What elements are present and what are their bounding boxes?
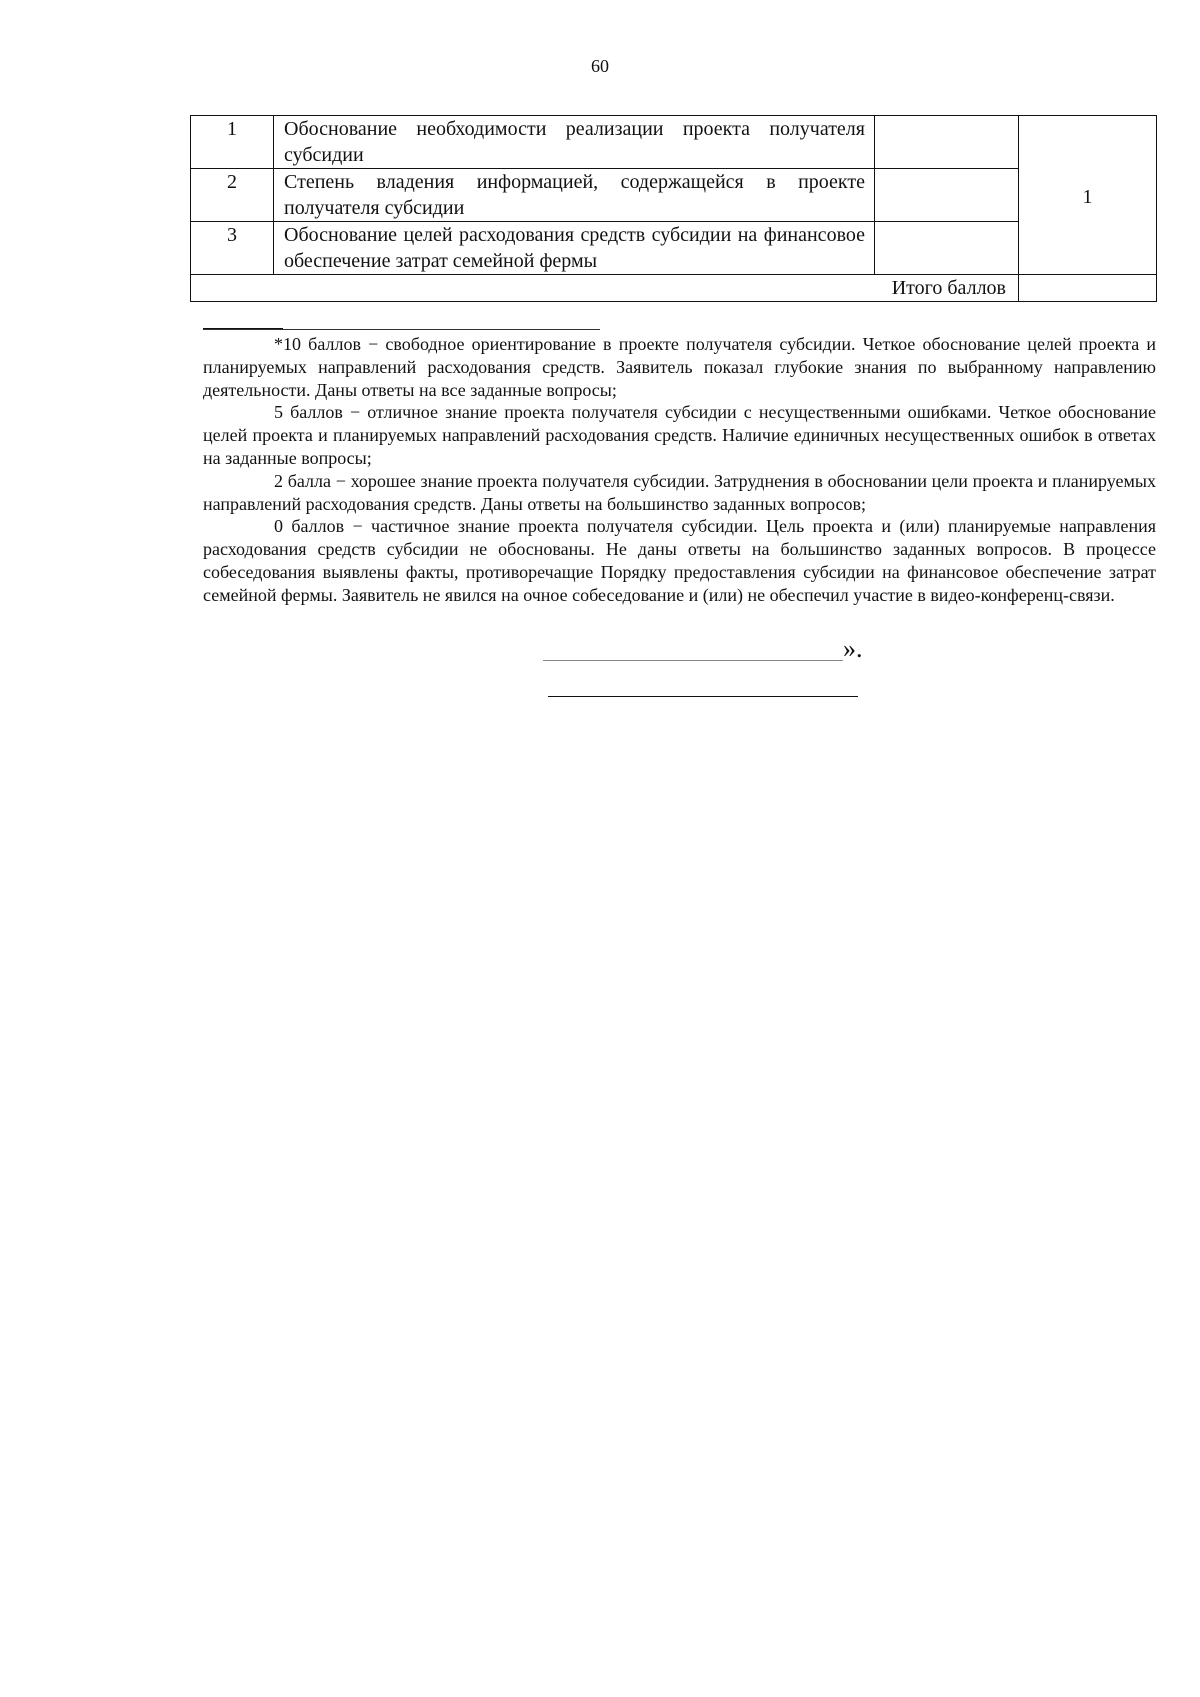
scoring-notes (203, 333, 1156, 607)
table-row (191, 222, 1157, 275)
footnote-separator-mark (203, 328, 283, 329)
footnote-separator (203, 329, 600, 330)
note-10-points: *10 баллов − свободное ориентирование в проекте получателя субсидии. Четкое обоснование целей проекта и планируемых направлений расходования средств. Заявитель показал глубокие знания по выбранному направлению деятельности. Даны ответы на все заданные вопросы; (203, 334, 1156, 400)
note-0-points: 0 баллов − частичное знание проекта получателя субсидии. Цель проекта и (или) планируемые направления расходования средств субсидии не обоснованы. Не даны ответы на большинство заданных вопросов. В процессе собеседования выявлены факты, противоречащие Порядку предоставления субсидии на финансовое обеспечение затрат семейной фермы. Заявитель не явился на очное собеседование и (или) не обеспечил участие в видео-конференц-связи. (203, 516, 1156, 605)
criteria-table (190, 115, 1157, 302)
score-cell (875, 222, 1019, 275)
page-number: 60 (591, 56, 609, 76)
total-value (1019, 275, 1157, 302)
note-2-points: 2 балла − хорошее знание проекта получателя субсидии. Затруднения в обосновании цели проекта и планируемых направлений расходования средств. Даны ответы на большинство заданных вопросов; (203, 470, 1156, 514)
total-label: Итого баллов (191, 275, 1019, 302)
score-cell (875, 169, 1019, 222)
end-rule (548, 696, 858, 697)
total-row (191, 275, 1157, 302)
criterion-text: Обоснование необходимости реализации проекта получателя субсидии (274, 116, 875, 169)
row-number: 3 (191, 222, 274, 275)
closing-quote: ». (843, 634, 863, 663)
note-5-points: 5 баллов − отличное знание проекта получателя субсидии с несущественными ошибками. Четкое обоснование целей проекта и планируемых направлений расходования средств. Наличие единичных несущественных ошибок в ответах на заданные вопросы; (203, 402, 1156, 468)
table-row (191, 116, 1157, 169)
row-number: 1 (191, 116, 274, 169)
table-row (191, 169, 1157, 222)
closing-underline (543, 660, 843, 661)
criterion-text: Степень владения информацией, содержащейся в проекте получателя субсидии (274, 169, 875, 222)
score-cell (875, 116, 1019, 169)
row-number: 2 (191, 169, 274, 222)
merged-value-cell: 1 (1019, 116, 1157, 275)
criterion-text: Обоснование целей расходования средств субсидии на финансовое обеспечение затрат семейной фермы (274, 222, 875, 275)
